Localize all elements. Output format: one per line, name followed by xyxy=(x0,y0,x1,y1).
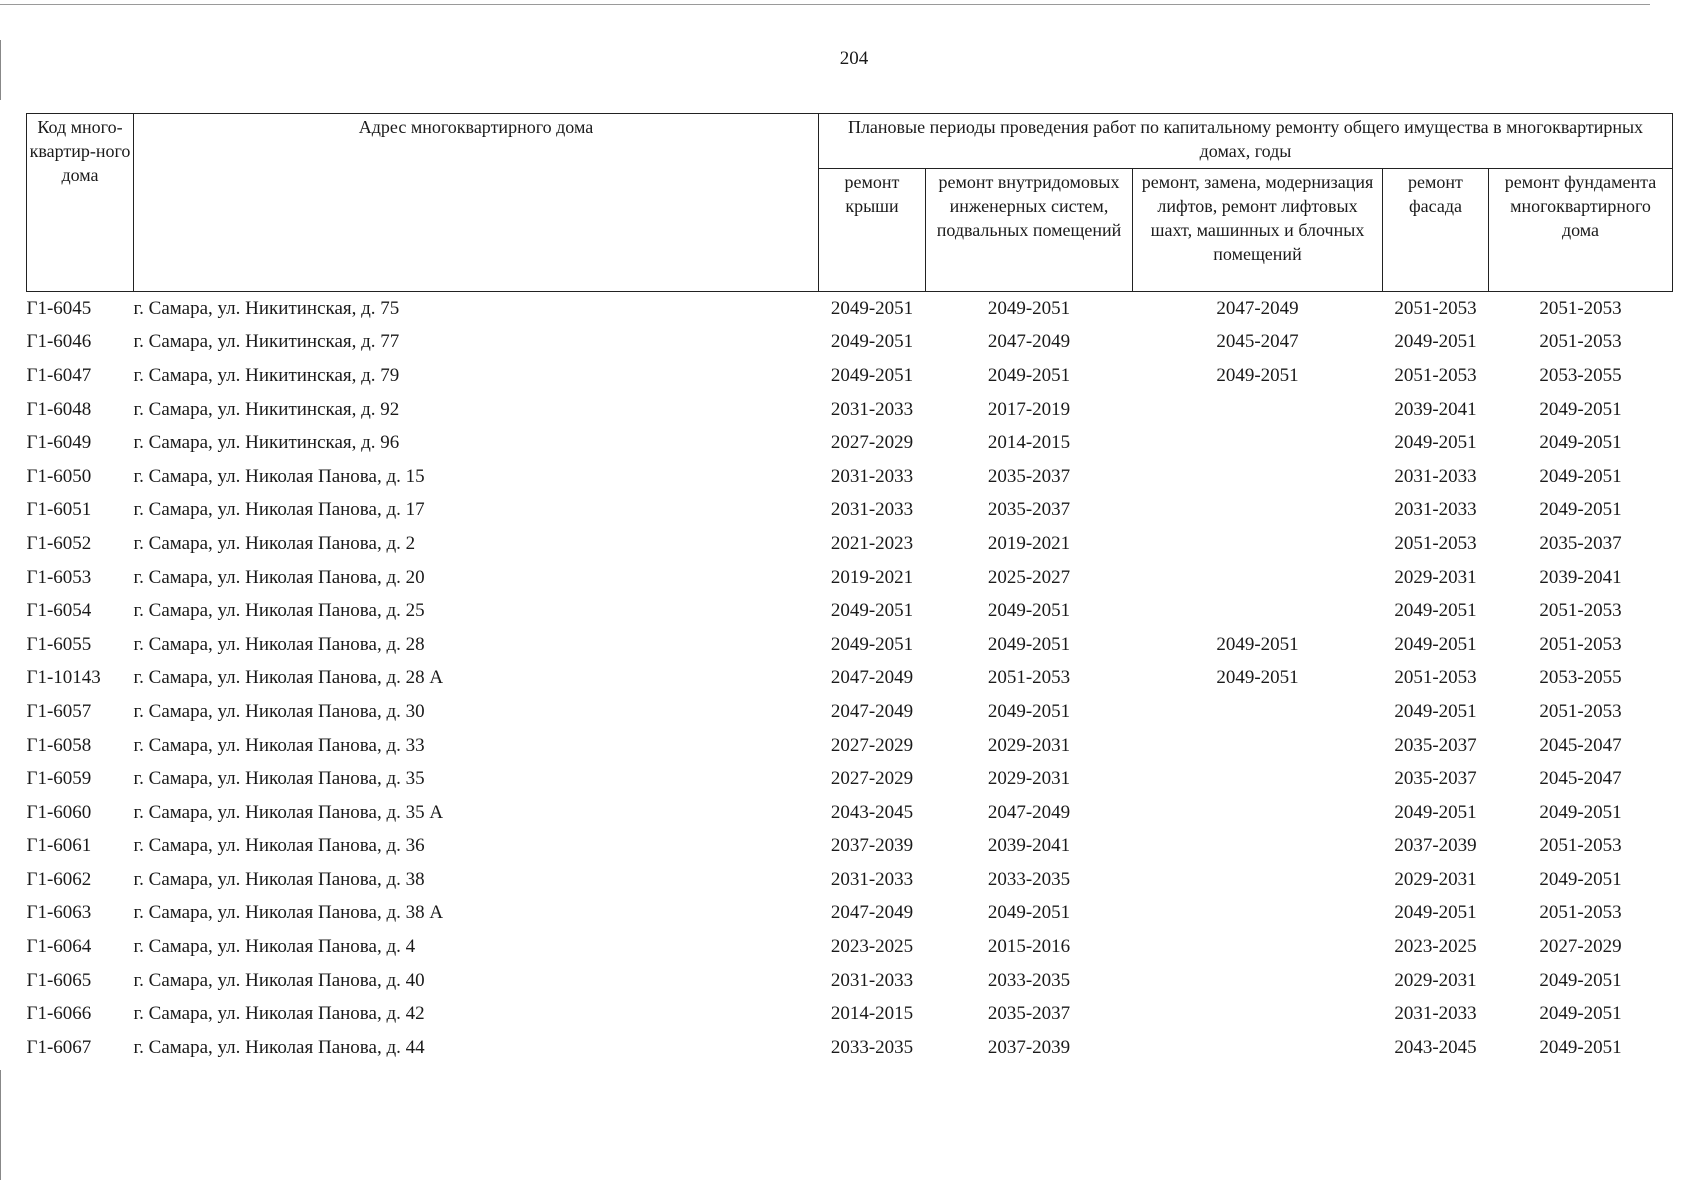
cell-code: Г1-6061 xyxy=(26,835,92,857)
cell-roof: 2049-2051 xyxy=(830,331,914,353)
cell-address: г. Самара, ул. Никитинская, д. 79 xyxy=(133,364,400,386)
table-row xyxy=(27,1031,1673,1065)
cell-foundation: 2027-2029 xyxy=(1539,936,1622,958)
table-row xyxy=(27,863,1673,897)
cell-foundation: 2039-2041 xyxy=(1539,566,1622,588)
cell-code: Г1-6060 xyxy=(26,801,92,823)
cell-systems: 2025-2027 xyxy=(987,566,1071,588)
cell-roof: 2014-2015 xyxy=(830,1003,914,1025)
cell-lifts xyxy=(1133,897,1383,931)
cell-code: Г1-6045 xyxy=(26,297,92,319)
cell-address: г. Самара, ул. Никитинская, д. 77 xyxy=(133,331,400,353)
cell-roof: 2019-2021 xyxy=(830,566,914,588)
cell-lifts: 2045-2047 xyxy=(1216,331,1299,353)
cell-foundation: 2053-2055 xyxy=(1539,667,1622,689)
cell-address: г. Самара, ул. Николая Панова, д. 35 А xyxy=(133,801,444,823)
cell-lifts xyxy=(1133,1031,1383,1065)
cell-roof: 2043-2045 xyxy=(830,801,914,823)
cell-code: Г1-6046 xyxy=(26,331,92,353)
header-facade: ремонт фасада xyxy=(1383,169,1489,292)
cell-foundation: 2049-2051 xyxy=(1539,499,1622,521)
cell-systems: 2017-2019 xyxy=(987,398,1071,420)
cell-lifts xyxy=(1133,930,1383,964)
header-foundation: ремонт фундамента многоквартирного дома xyxy=(1489,169,1673,292)
top-rule xyxy=(0,4,1650,5)
cell-roof: 2049-2051 xyxy=(830,297,914,319)
cell-foundation: 2049-2051 xyxy=(1539,1003,1622,1025)
cell-code: Г1-6049 xyxy=(26,432,92,454)
cell-systems: 2033-2035 xyxy=(987,868,1071,890)
cell-code: Г1-6055 xyxy=(26,633,92,655)
cell-lifts: 2049-2051 xyxy=(1216,633,1299,655)
cell-roof: 2047-2049 xyxy=(830,700,914,722)
cell-facade: 2049-2051 xyxy=(1394,801,1477,823)
cell-code: Г1-6048 xyxy=(26,398,92,420)
cell-facade: 2051-2053 xyxy=(1394,667,1477,689)
cell-address: г. Самара, ул. Николая Панова, д. 20 xyxy=(133,566,425,588)
cell-foundation: 2049-2051 xyxy=(1539,969,1622,991)
table-row xyxy=(27,662,1673,696)
cell-code: Г1-6059 xyxy=(26,768,92,790)
cell-systems: 2049-2051 xyxy=(987,297,1071,319)
header-roof: ремонт крыши xyxy=(819,169,926,292)
cell-address: г. Самара, ул. Никитинская, д. 96 xyxy=(133,432,400,454)
table-row xyxy=(27,997,1673,1031)
cell-facade: 2029-2031 xyxy=(1394,566,1477,588)
repair-schedule-table xyxy=(26,113,1673,1065)
cell-roof: 2037-2039 xyxy=(830,835,914,857)
cell-address: г. Самара, ул. Николая Панова, д. 30 xyxy=(133,700,425,722)
cell-roof: 2027-2029 xyxy=(830,768,914,790)
cell-foundation: 2049-2051 xyxy=(1539,398,1622,420)
cell-address: г. Самара, ул. Николая Панова, д. 38 xyxy=(133,868,425,890)
cell-systems: 2049-2051 xyxy=(987,700,1071,722)
cell-systems: 2049-2051 xyxy=(987,364,1071,386)
cell-systems: 2015-2016 xyxy=(987,936,1071,958)
cell-code: Г1-6062 xyxy=(26,868,92,890)
cell-systems: 2047-2049 xyxy=(987,331,1071,353)
cell-address: г. Самара, ул. Николая Панова, д. 33 xyxy=(133,734,425,756)
cell-code: Г1-6054 xyxy=(26,600,92,622)
cell-lifts xyxy=(1133,729,1383,763)
table-row xyxy=(27,729,1673,763)
cell-code: Г1-6052 xyxy=(26,532,92,554)
cell-systems: 2035-2037 xyxy=(987,1003,1071,1025)
table-row xyxy=(27,930,1673,964)
cell-code: Г1-6065 xyxy=(26,969,92,991)
cell-lifts xyxy=(1133,426,1383,460)
cell-code: Г1-10143 xyxy=(26,667,101,689)
left-margin-rule-bottom xyxy=(0,1070,1,1180)
cell-foundation: 2049-2051 xyxy=(1539,868,1622,890)
cell-lifts xyxy=(1133,494,1383,528)
header-periods-group: Плановые периоды проведения работ по капитальному ремонту общего имущества в многоквартирных домах, годы xyxy=(819,114,1673,169)
cell-systems: 2049-2051 xyxy=(987,633,1071,655)
cell-roof: 2047-2049 xyxy=(830,902,914,924)
cell-foundation: 2053-2055 xyxy=(1539,364,1622,386)
cell-facade: 2049-2051 xyxy=(1394,902,1477,924)
cell-foundation: 2051-2053 xyxy=(1539,633,1622,655)
cell-roof: 2031-2033 xyxy=(830,499,914,521)
cell-address: г. Самара, ул. Николая Панова, д. 42 xyxy=(133,1003,425,1025)
table-row xyxy=(27,359,1673,393)
cell-systems: 2049-2051 xyxy=(987,600,1071,622)
cell-code: Г1-6063 xyxy=(26,902,92,924)
cell-address: г. Самара, ул. Николая Панова, д. 28 А xyxy=(133,667,444,689)
cell-roof: 2027-2029 xyxy=(830,432,914,454)
cell-roof: 2049-2051 xyxy=(830,600,914,622)
cell-code: Г1-6051 xyxy=(26,499,92,521)
cell-code: Г1-6057 xyxy=(26,700,92,722)
cell-systems: 2039-2041 xyxy=(987,835,1071,857)
cell-facade: 2035-2037 xyxy=(1394,734,1477,756)
cell-code: Г1-6058 xyxy=(26,734,92,756)
cell-facade: 2035-2037 xyxy=(1394,768,1477,790)
cell-address: г. Самара, ул. Николая Панова, д. 4 xyxy=(133,936,416,958)
cell-lifts xyxy=(1133,997,1383,1031)
table-row xyxy=(27,762,1673,796)
cell-facade: 2023-2025 xyxy=(1394,936,1477,958)
cell-address: г. Самара, ул. Никитинская, д. 92 xyxy=(133,398,400,420)
cell-roof: 2021-2023 xyxy=(830,532,914,554)
table-row xyxy=(27,561,1673,595)
header-lifts: ремонт, замена, модернизация лифтов, ремонт лифтовых шахт, машинных и блочных помещений xyxy=(1133,169,1383,292)
cell-facade: 2029-2031 xyxy=(1394,868,1477,890)
cell-address: г. Самара, ул. Николая Панова, д. 38 А xyxy=(133,902,444,924)
cell-foundation: 2051-2053 xyxy=(1539,331,1622,353)
cell-foundation: 2051-2053 xyxy=(1539,600,1622,622)
header-code: Код много-квартир-ного дома xyxy=(27,114,134,292)
cell-lifts xyxy=(1133,830,1383,864)
cell-lifts xyxy=(1133,393,1383,427)
cell-facade: 2043-2045 xyxy=(1394,1036,1477,1058)
table-row xyxy=(27,460,1673,494)
cell-address: г. Самара, ул. Николая Панова, д. 44 xyxy=(133,1036,425,1058)
table-row xyxy=(27,830,1673,864)
cell-facade: 2037-2039 xyxy=(1394,835,1477,857)
cell-code: Г1-6050 xyxy=(26,465,92,487)
cell-facade: 2049-2051 xyxy=(1394,700,1477,722)
cell-facade: 2051-2053 xyxy=(1394,364,1477,386)
cell-systems: 2029-2031 xyxy=(987,734,1071,756)
cell-systems: 2051-2053 xyxy=(987,667,1071,689)
table-row xyxy=(27,426,1673,460)
cell-lifts xyxy=(1133,796,1383,830)
cell-code: Г1-6047 xyxy=(26,364,92,386)
table-row xyxy=(27,695,1673,729)
table-row xyxy=(27,494,1673,528)
cell-facade: 2051-2053 xyxy=(1394,297,1477,319)
cell-facade: 2051-2053 xyxy=(1394,532,1477,554)
cell-systems: 2047-2049 xyxy=(987,801,1071,823)
cell-lifts xyxy=(1133,863,1383,897)
cell-facade: 2031-2033 xyxy=(1394,465,1477,487)
cell-lifts xyxy=(1133,695,1383,729)
table-header xyxy=(27,114,1673,292)
table-body xyxy=(27,292,1673,1065)
cell-code: Г1-6053 xyxy=(26,566,92,588)
cell-facade: 2049-2051 xyxy=(1394,600,1477,622)
cell-lifts xyxy=(1133,594,1383,628)
cell-foundation: 2049-2051 xyxy=(1539,465,1622,487)
cell-roof: 2033-2035 xyxy=(830,1036,914,1058)
cell-foundation: 2051-2053 xyxy=(1539,297,1622,319)
cell-roof: 2049-2051 xyxy=(830,633,914,655)
cell-roof: 2031-2033 xyxy=(830,868,914,890)
cell-address: г. Самара, ул. Никитинская, д. 75 xyxy=(133,297,400,319)
cell-systems: 2014-2015 xyxy=(987,432,1071,454)
table-row xyxy=(27,796,1673,830)
cell-systems: 2049-2051 xyxy=(987,902,1071,924)
cell-foundation: 2051-2053 xyxy=(1539,700,1622,722)
table-row xyxy=(27,628,1673,662)
cell-facade: 2049-2051 xyxy=(1394,633,1477,655)
cell-systems: 2035-2037 xyxy=(987,499,1071,521)
cell-systems: 2037-2039 xyxy=(987,1036,1071,1058)
cell-roof: 2031-2033 xyxy=(830,969,914,991)
cell-foundation: 2051-2053 xyxy=(1539,835,1622,857)
cell-roof: 2031-2033 xyxy=(830,398,914,420)
cell-lifts xyxy=(1133,460,1383,494)
cell-roof: 2047-2049 xyxy=(830,667,914,689)
cell-lifts xyxy=(1133,561,1383,595)
cell-facade: 2049-2051 xyxy=(1394,432,1477,454)
cell-foundation: 2051-2053 xyxy=(1539,902,1622,924)
table-row xyxy=(27,527,1673,561)
page-number: 204 xyxy=(839,48,869,69)
cell-code: Г1-6067 xyxy=(26,1036,92,1058)
cell-lifts xyxy=(1133,964,1383,998)
cell-facade: 2049-2051 xyxy=(1394,331,1477,353)
cell-code: Г1-6066 xyxy=(26,1003,92,1025)
header-systems: ремонт внутридомовых инженерных систем, подвальных помещений xyxy=(926,169,1133,292)
cell-address: г. Самара, ул. Николая Панова, д. 28 xyxy=(133,633,425,655)
cell-roof: 2027-2029 xyxy=(830,734,914,756)
cell-lifts xyxy=(1133,762,1383,796)
table-row xyxy=(27,594,1673,628)
cell-foundation: 2049-2051 xyxy=(1539,432,1622,454)
cell-lifts: 2049-2051 xyxy=(1216,667,1299,689)
cell-systems: 2033-2035 xyxy=(987,969,1071,991)
cell-systems: 2019-2021 xyxy=(987,532,1071,554)
cell-lifts: 2049-2051 xyxy=(1216,364,1299,386)
cell-address: г. Самара, ул. Николая Панова, д. 35 xyxy=(133,768,425,790)
table-row xyxy=(27,964,1673,998)
cell-foundation: 2035-2037 xyxy=(1539,532,1622,554)
cell-systems: 2029-2031 xyxy=(987,768,1071,790)
cell-systems: 2035-2037 xyxy=(987,465,1071,487)
cell-code: Г1-6064 xyxy=(26,936,92,958)
cell-roof: 2031-2033 xyxy=(830,465,914,487)
cell-address: г. Самара, ул. Николая Панова, д. 40 xyxy=(133,969,425,991)
table-row xyxy=(27,393,1673,427)
cell-address: г. Самара, ул. Николая Панова, д. 2 xyxy=(133,532,416,554)
cell-facade: 2029-2031 xyxy=(1394,969,1477,991)
table-row xyxy=(27,292,1673,326)
cell-address: г. Самара, ул. Николая Панова, д. 15 xyxy=(133,465,425,487)
cell-foundation: 2045-2047 xyxy=(1539,734,1622,756)
cell-facade: 2031-2033 xyxy=(1394,1003,1477,1025)
cell-foundation: 2049-2051 xyxy=(1539,801,1622,823)
cell-address: г. Самара, ул. Николая Панова, д. 25 xyxy=(133,600,425,622)
cell-roof: 2049-2051 xyxy=(830,364,914,386)
cell-facade: 2031-2033 xyxy=(1394,499,1477,521)
cell-lifts xyxy=(1133,527,1383,561)
cell-lifts: 2047-2049 xyxy=(1216,297,1299,319)
cell-roof: 2023-2025 xyxy=(830,936,914,958)
cell-foundation: 2049-2051 xyxy=(1539,1036,1622,1058)
cell-foundation: 2045-2047 xyxy=(1539,768,1622,790)
table-row xyxy=(27,897,1673,931)
header-address: Адрес многоквартирного дома xyxy=(134,114,819,292)
cell-address: г. Самара, ул. Николая Панова, д. 36 xyxy=(133,835,425,857)
table-row xyxy=(27,326,1673,360)
cell-facade: 2039-2041 xyxy=(1394,398,1477,420)
cell-address: г. Самара, ул. Николая Панова, д. 17 xyxy=(133,499,425,521)
